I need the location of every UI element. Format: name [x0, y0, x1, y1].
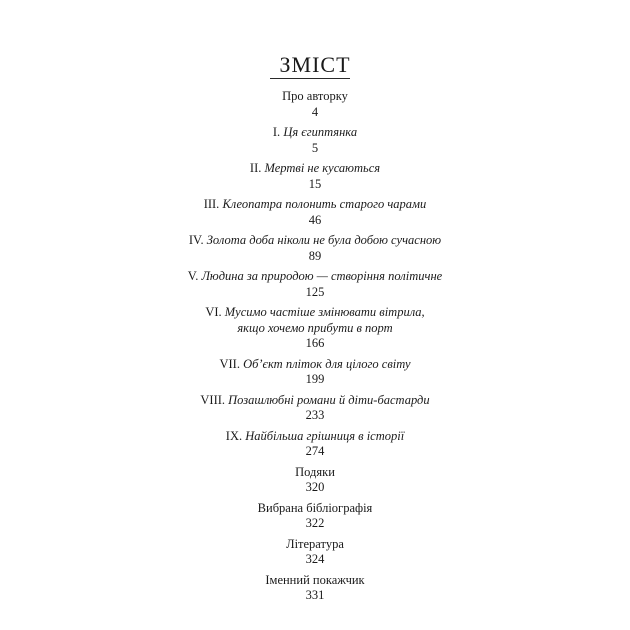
toc-entry-title: Мусимо частіше змінювати вітрила,	[224, 305, 425, 319]
toc-entry	[0, 393, 630, 424]
toc-entry-page: 4	[311, 104, 319, 119]
toc-entry-label	[0, 465, 630, 481]
toc-entry-title: Людина за природою — створіння політичне	[201, 269, 443, 283]
toc-entry	[0, 501, 630, 532]
toc-entry	[0, 233, 630, 264]
toc-entry-label	[0, 125, 630, 141]
toc-entry-label	[0, 501, 630, 517]
toc-entry	[0, 269, 630, 300]
toc-entry	[0, 573, 630, 604]
toc-entry-title: Мертві не кусаються	[264, 161, 381, 175]
toc-entry-label	[0, 357, 630, 373]
toc-entry-page: 320	[305, 480, 325, 494]
page-title: ЗМІСТ	[279, 52, 351, 77]
toc-entry	[0, 357, 630, 388]
toc-entry-label	[0, 197, 630, 213]
toc-entry	[0, 465, 630, 496]
toc-entry-title: Найбільша грішниця в історії	[245, 428, 405, 443]
toc-entry-page: 324	[305, 552, 325, 566]
toc-entry-label	[0, 269, 630, 285]
toc-entry-page: 274	[305, 444, 325, 458]
toc-entry-title: Позашлюбні романи й діти-бастарди	[228, 392, 430, 407]
toc-entry-page: 331	[305, 588, 325, 602]
toc-entry	[0, 89, 630, 120]
toc-entry-numeral: IX.	[225, 428, 243, 443]
toc-entry-label	[0, 305, 630, 321]
toc-entry-page: 15	[308, 176, 322, 191]
toc-entry-title: Про авторку	[282, 89, 348, 103]
toc-entry-label	[0, 161, 630, 177]
toc-entry	[0, 161, 630, 192]
toc-entry-title: Ця єгиптянка	[283, 125, 358, 139]
toc-entry-numeral: VIII.	[200, 392, 226, 407]
toc-entry-numeral: IV.	[188, 233, 204, 247]
toc-entry	[0, 537, 630, 568]
toc-entry-page: 46	[308, 212, 322, 227]
toc-entry-title: Іменний покажчик	[265, 572, 365, 587]
toc-entry-title: Клеопатра полонить старого чарами	[222, 197, 427, 211]
toc-entry-page: 322	[305, 516, 325, 530]
toc-entry-page: 233	[305, 408, 325, 422]
toc-entry-numeral: VI.	[205, 305, 222, 319]
toc-entry-title-continued: якщо хочемо прибути в порт	[237, 320, 393, 335]
toc-entry-label	[0, 233, 630, 249]
toc-entry-page: 199	[305, 372, 325, 386]
toc-entry-numeral: V.	[187, 269, 199, 283]
toc-entry-title: Об’єкт пліток для цілого світу	[243, 356, 411, 371]
toc-entry-page: 89	[308, 248, 322, 263]
toc-list	[0, 89, 630, 604]
toc-entry	[0, 125, 630, 156]
toc-entry	[0, 197, 630, 228]
toc-entry-label	[0, 537, 630, 553]
toc-entry-page: 166	[305, 336, 325, 350]
toc-entry-page: 5	[311, 140, 319, 155]
toc-entry-label	[0, 429, 630, 445]
toc-entry	[0, 305, 630, 352]
toc-entry-title: Вибрана бібліографія	[257, 500, 373, 515]
toc-entry-numeral: II.	[249, 161, 262, 175]
toc-entry-label	[0, 393, 630, 409]
toc-entry-title: Золота доба ніколи не була добою сучасною	[206, 233, 442, 247]
toc-entry	[0, 429, 630, 460]
toc-entry-numeral: I.	[272, 125, 281, 139]
toc-entry-title: Подяки	[295, 464, 335, 479]
toc-entry-title: Література	[286, 536, 344, 551]
toc-entry-label	[0, 89, 630, 105]
toc-entry-numeral: VII.	[219, 356, 240, 371]
toc-entry-numeral: III.	[203, 197, 220, 211]
title-underline	[270, 78, 350, 79]
toc-entry-label	[0, 573, 630, 589]
toc-entry-page: 125	[305, 284, 325, 299]
